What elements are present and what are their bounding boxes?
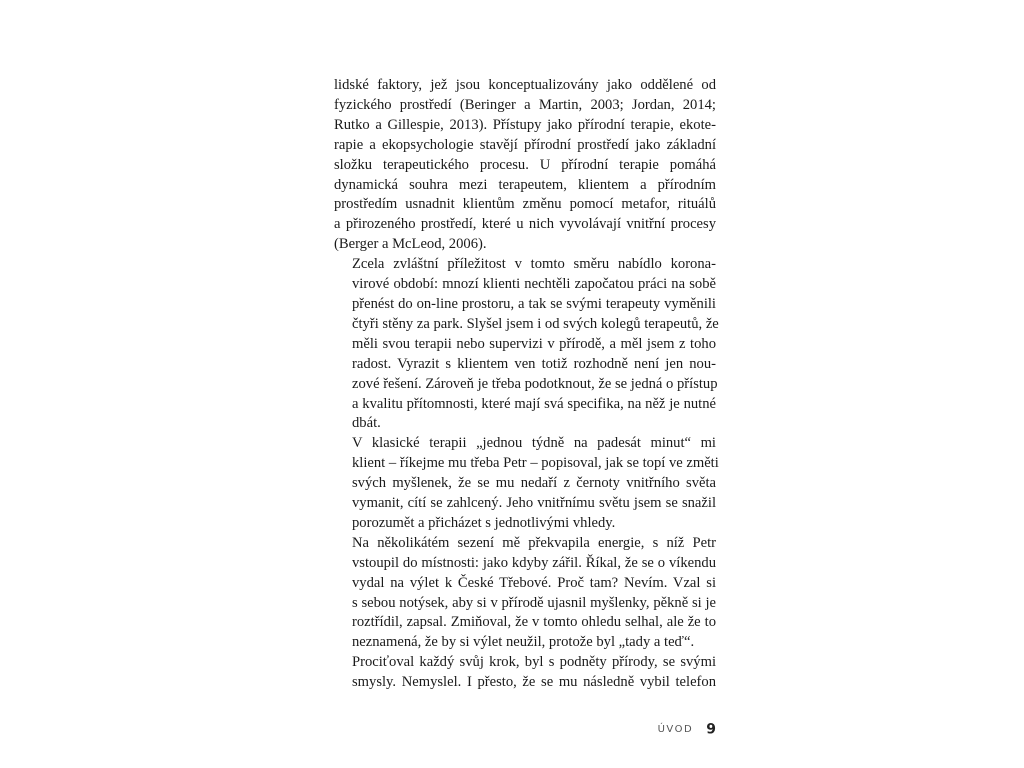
text-line: smysly. Nemyslel. I přesto, že se mu následně vybil telefon <box>352 674 716 691</box>
text-line: vymanit, cítí se zahlcený. Jeho vnitřnímu světu jsem se snažil <box>352 495 716 512</box>
text-line: dbát. <box>352 415 381 432</box>
paragraph <box>334 76 716 255</box>
running-footer-section: ÚVOD <box>657 724 694 735</box>
text-line: Prociťoval každý svůj krok, byl s podněty přírody, se svými <box>352 654 716 671</box>
text-line: klient – říkejme mu třeba Petr – popisoval, jak se topí ve změti <box>352 455 719 472</box>
text-line: Na několikátém sezení mě překvapila energie, s níž Petr <box>352 534 716 551</box>
text-line: a přirozeného prostředí, které u nich vyvolávají vnitřní procesy <box>334 216 716 233</box>
text-line: dynamická souhra mezi terapeutem, klientem a přírodním <box>334 176 716 193</box>
text-line: virové období: mnozí klienti nechtěli započatou práci na sobě <box>352 276 716 293</box>
text-line: (Berger a McLeod, 2006). <box>334 236 487 253</box>
page-footer <box>600 719 716 738</box>
text-line: lidské faktory, jež jsou konceptualizovány jako oddělené od <box>334 77 716 93</box>
text-line: fyzického prostředí (Beringer a Martin, 2003; Jordan, 2014; <box>334 96 716 113</box>
paragraph <box>334 255 719 434</box>
page-number: 9 <box>706 721 716 738</box>
text-line: prostředím usnadnit klientům změnu pomocí metafor, rituálů <box>334 196 716 213</box>
text-line: vstoupil do místnosti: jako kdyby zářil. Říkal, že se o víkendu <box>352 554 716 571</box>
text-line: zové řešení. Zároveň je třeba podotknout, že se jedná o přístup <box>352 375 718 392</box>
text-line: radost. Vyrazit s klientem ven totiž rozhodně není jen nou- <box>352 355 716 372</box>
text-line: Zcela zvláštní příležitost v tomto směru nabídlo korona- <box>352 256 716 273</box>
paragraph <box>334 534 716 653</box>
paragraph <box>334 434 719 534</box>
text-line: přenést do on-line prostoru, a tak se svými terapeuty vyměnili <box>352 295 716 312</box>
text-line: Rutko a Gillespie, 2013). Přístupy jako přírodní terapie, ekote- <box>334 116 716 133</box>
paragraph <box>334 653 716 693</box>
text-line: čtyři stěny za park. Slyšel jsem i od svých kolegů terapeutů, že <box>352 315 719 332</box>
text-line: rapie a ekopsychologie stavějí přírodní prostředí jako základní <box>334 136 716 153</box>
text-line: měli svou terapii nebo supervizi v přírodě, a měl jsem z toho <box>352 335 716 352</box>
body-text <box>334 76 719 693</box>
text-line: V klasické terapii „jednou týdně na padesát minut“ mi <box>352 435 716 452</box>
text-line: svých myšlenek, že se mu nedaří z černoty vnitřního světa <box>352 475 716 492</box>
text-line: neznamená, že by si výlet neužil, protože byl „tady a teď“. <box>352 634 695 651</box>
text-line: roztřídil, zapsal. Zmiňoval, že v tomto ohledu selhal, ale že to <box>352 614 716 631</box>
text-line: porozumět a přicházet s jednotlivými vhledy. <box>352 514 616 531</box>
text-line: složku terapeutického procesu. U přírodní terapie pomáhá <box>334 156 716 173</box>
text-line: s sebou notýsek, aby si v přírodě ujasnil myšlenky, pěkně si je <box>352 594 716 611</box>
text-line: a kvalitu přítomnosti, které mají svá specifika, na něž je nutné <box>352 395 716 412</box>
text-line: vydal na výlet k České Třebové. Proč tam? Nevím. Vzal si <box>352 574 716 591</box>
